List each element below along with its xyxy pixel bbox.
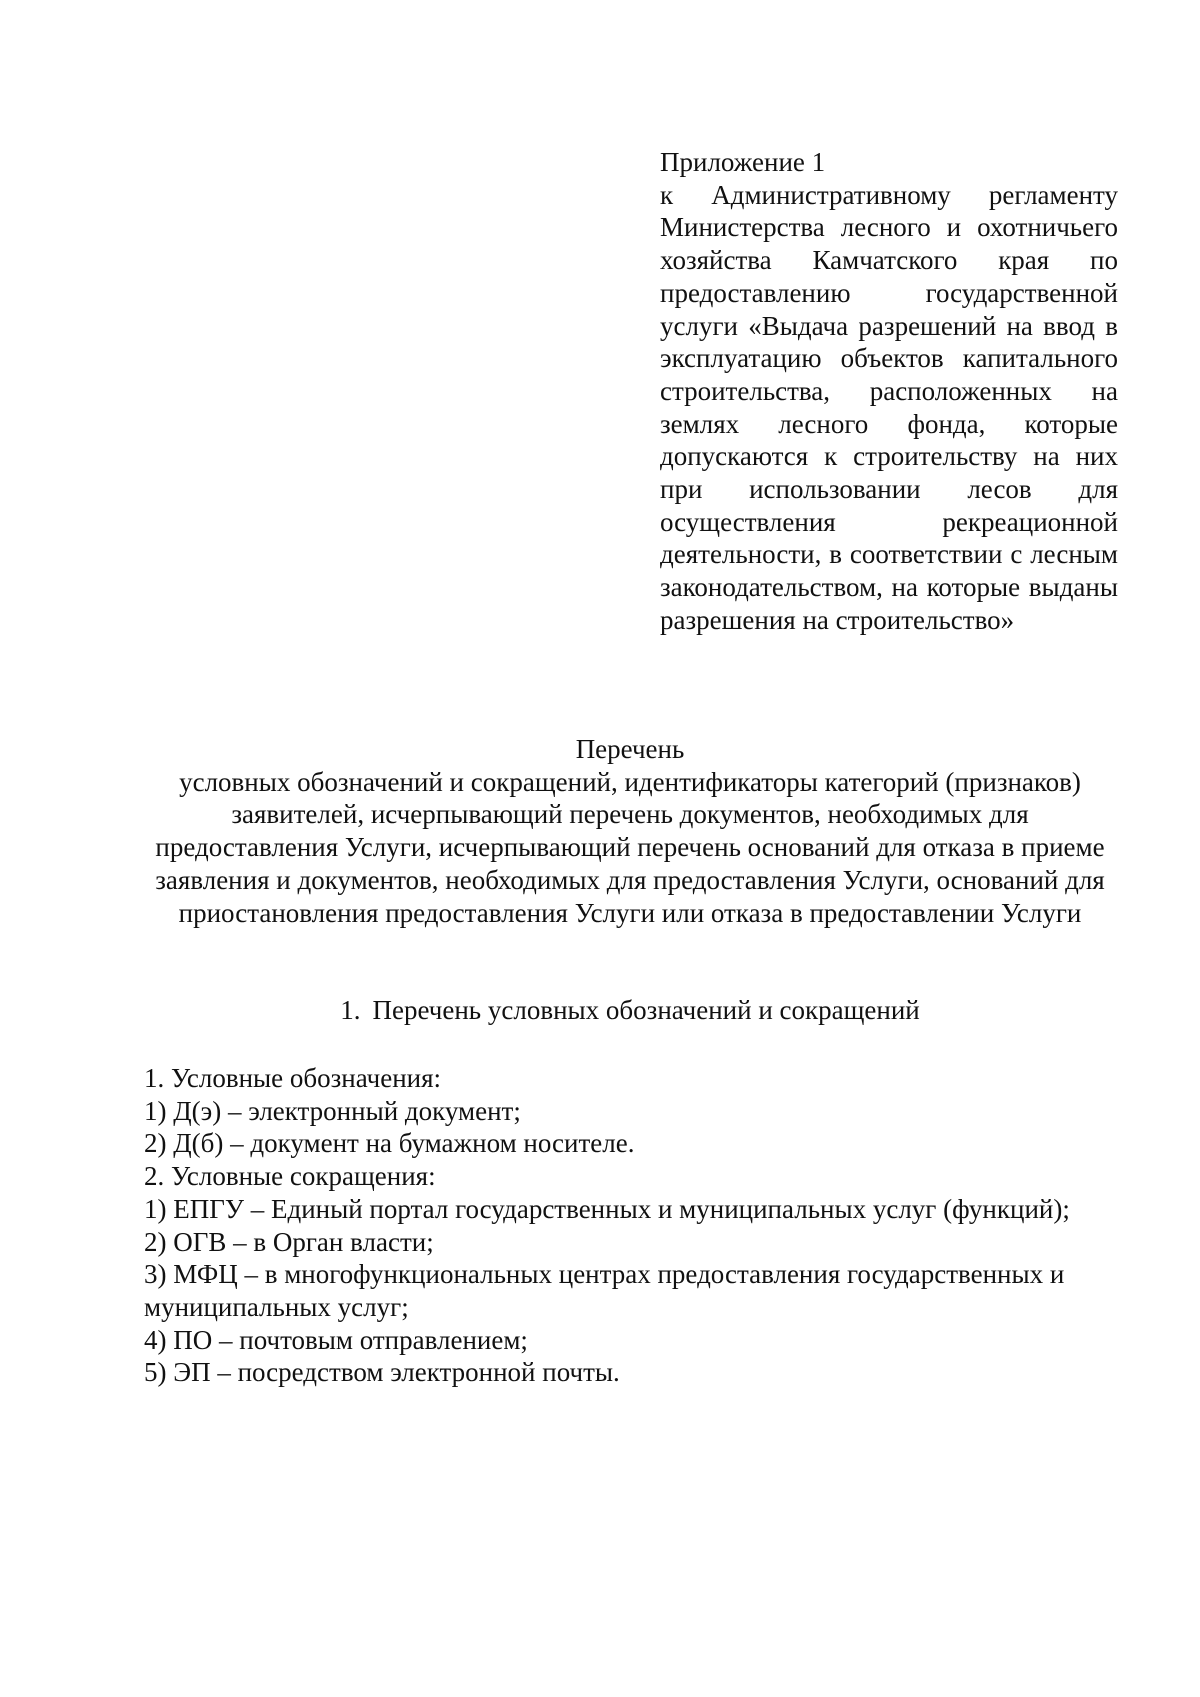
section-number: 1. [340, 995, 361, 1025]
list-item: 1) Д(э) – электронный документ; [144, 1095, 521, 1126]
abbreviations-list [144, 1062, 1120, 1389]
section-heading [140, 994, 1120, 1027]
document-title: Перечень [575, 734, 685, 764]
document-title-block [140, 733, 1120, 929]
list-item: 4) ПО – почтовым отправлением; [144, 1324, 528, 1355]
list-item: 5) ЭП – посредством электронной почты. [144, 1357, 620, 1388]
list-item: 3) МФЦ – в многофункциональных центрах предоставления государственных и муниципальных услуг; [144, 1259, 1065, 1322]
list-item: 2. Условные сокращения: [144, 1161, 436, 1192]
appendix-label: Приложение 1 [660, 147, 826, 177]
appendix-block [660, 146, 1118, 637]
list-item: 2) ОГВ – в Орган власти; [144, 1226, 434, 1257]
appendix-text: к Административному регламенту Министерства лесного и охотничьего хозяйства Камчатского края по предоставлению государственной услуги «Выдача разрешений на ввод в эксплуатацию объектов капитального строительства, расположенных на землях лесного фонда, которые допускаются к строительству на них при использовании лесов для осуществления рекреационной деятельности, в соответствии с лесным законодательством, на которые выданы разрешения на строительство» [660, 179, 1118, 635]
list-item: 1. Условные обозначения: [144, 1063, 442, 1093]
list-item: 2) Д(б) – документ на бумажном носителе. [144, 1128, 635, 1159]
document-subtitle: условных обозначений и сокращений, идентификаторы категорий (признаков) заявителей, исчерпывающий перечень документов, необходимых для предоставления Услуги, исчерпывающий перечень оснований для отказа в приеме заявления и документов, необходимых для предоставления Услуги, оснований для приостановления предоставления Услуги или отказа в предоставлении Услуги [155, 766, 1105, 928]
section-heading-text: Перечень условных обозначений и сокращений [372, 995, 920, 1025]
list-item: 1) ЕПГУ – Единый портал государственных и муниципальных услуг (функций); [144, 1193, 1070, 1224]
